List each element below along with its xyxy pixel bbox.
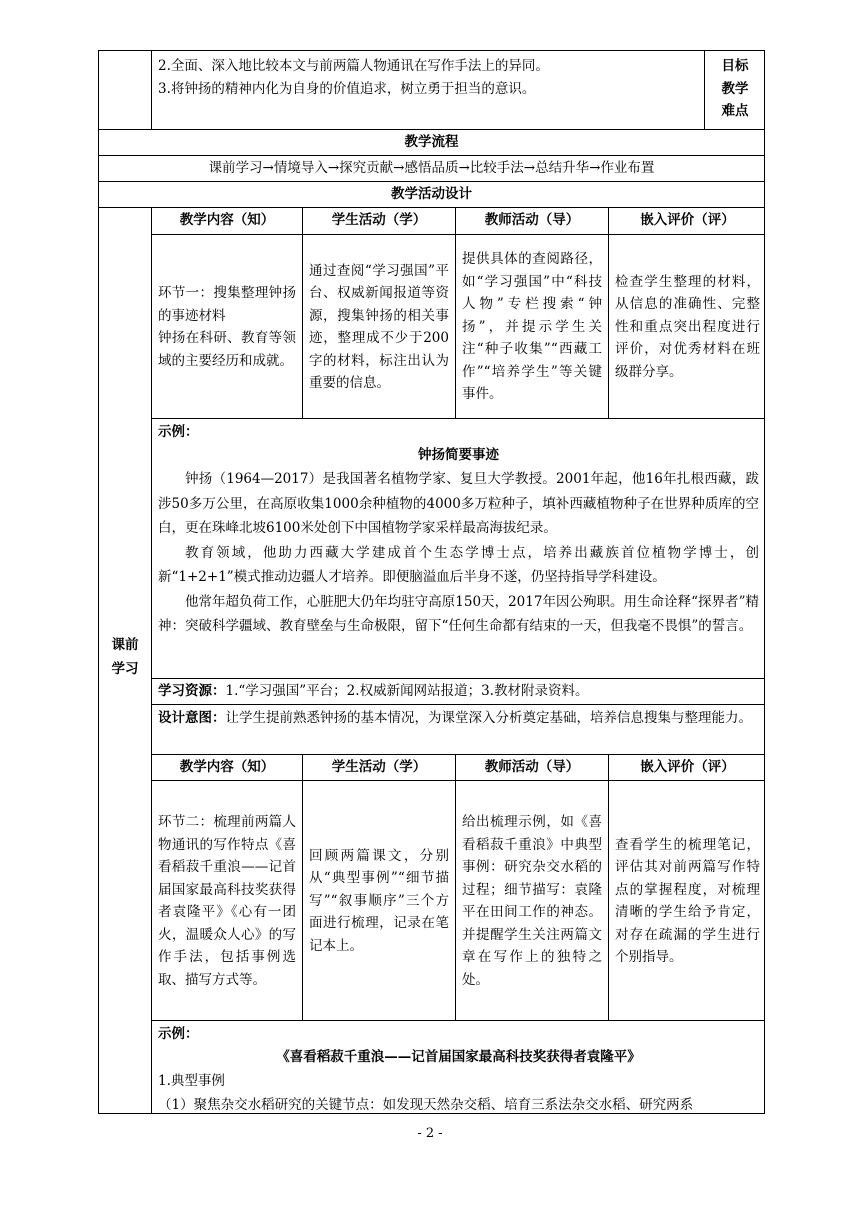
objectives-side-label bbox=[704, 51, 765, 129]
col-header-teacher: 教师活动（导） bbox=[455, 755, 608, 781]
segment1-content: 环节一：搜集整理钟扬的事迹材料 钟扬在科研、教育等领域的主要经历和成就。 bbox=[158, 285, 296, 369]
col-header-eval: 嵌入评价（评） bbox=[608, 755, 765, 781]
objective-line-2: 2.全面、深入地比较本文与前两篇人物通讯在写作手法上的异同。 bbox=[158, 58, 549, 74]
example2-subitem: （1）聚焦杂交水稻研究的关键节点：如发现天然杂交稻、培育三系法杂交水稻、研究两系 bbox=[158, 1097, 694, 1113]
resources-row bbox=[152, 678, 765, 704]
col-header-student: 学生活动（学） bbox=[302, 208, 455, 234]
segment2-content-cell bbox=[152, 781, 302, 1021]
objectives-row bbox=[99, 51, 764, 129]
example2-item: 1.典型事例 bbox=[158, 1073, 225, 1089]
example1-paragraph: 教育领域，他助力西藏大学建成首个生态学博士点，培养出藏族首位植物学博士，创新“1+2+1”模式推动边疆人才培养。即便脑溢血后半身不遂，仍坚持指导学科建设。 bbox=[158, 544, 759, 585]
col-header-content: 教学内容（知） bbox=[179, 212, 275, 228]
intent-label: 设计意图： bbox=[158, 710, 226, 726]
segment1-teacher: 提供具体的查阅路径，如“学习强国”中“科技人物”专栏搜索“钟扬”，并提示学生关注“种子收集”“西藏工作”“培养学生”等关键事件。 bbox=[462, 251, 602, 403]
segment2-teacher-cell bbox=[455, 781, 608, 1021]
segment1-row bbox=[152, 234, 765, 418]
col-header-student: 学生活动（学） bbox=[302, 755, 455, 781]
example2-label: 示例： bbox=[158, 1026, 199, 1042]
segment1-evaluation: 检查学生整理的材料，从信息的准确性、完整性和重点突出程度进行评价，对优秀材料在班级群分享。 bbox=[615, 273, 760, 380]
section-label-line: 课前 bbox=[111, 637, 139, 653]
col-header-eval: 嵌入评价（评） bbox=[608, 208, 765, 234]
objectives-cell bbox=[151, 51, 704, 129]
col-header-content: 教学内容（知） bbox=[179, 759, 275, 775]
intent-row bbox=[152, 704, 765, 754]
segment2-eval-cell bbox=[608, 781, 765, 1021]
resources-text: 1.“学习强国”平台；2.权威新闻网站报道；3.教材附录资料。 bbox=[225, 683, 589, 699]
column-header-row-2 bbox=[152, 754, 765, 780]
example1-paragraph: 钟扬（1964—2017）是我国著名植物学家、复旦大学教授。2001年起，他16年扎根西藏，跋涉50多万公里，在高原收集1000余种植物的4000多万粒种子，填补西藏植物种子在世界种质库的空白，更在珠峰北坡6100米处创下中国植物学家采样最高海拔纪录。 bbox=[158, 471, 759, 536]
intent-text: 让学生提前熟悉钟扬的基本情况，为课堂深入分析奠定基础，培养信息搜集与整理能力。 bbox=[225, 710, 752, 726]
design-heading: 教学活动设计 bbox=[99, 181, 764, 207]
segment1-eval-cell bbox=[608, 235, 765, 419]
side-label-line: 难点 bbox=[721, 103, 749, 119]
flow-heading: 教学流程 bbox=[99, 129, 764, 155]
resources-label: 学习资源： bbox=[158, 683, 226, 699]
segment1-teacher-cell bbox=[455, 235, 608, 419]
segment1-student: 通过查阅“学习强国”平台、权威新闻报道等资源，搜集钟扬的相关事迹，整理成不少于200字的材料，标注出认为重要的信息。 bbox=[309, 262, 449, 391]
example2-title: 《喜看稻菽千重浪——记首届国家最高科技奖获得者袁隆平》 bbox=[276, 1049, 641, 1065]
example1-paragraph: 他常年超负荷工作，心脏肥大仍年均驻守高原150天，2017年因公殉职。用生命诠释“探界者”精神：突破科学疆域、教育壁垒与生命极限，留下“任何生命都有结束的一天，但我毫不畏惧”的誓言。 bbox=[158, 593, 759, 634]
column-header-row bbox=[152, 208, 765, 234]
segment2-student-cell bbox=[302, 781, 455, 1021]
segment2-row bbox=[152, 780, 765, 1020]
example1-block bbox=[152, 418, 765, 678]
example2-block bbox=[152, 1020, 765, 1114]
segment2-student: 回顾两篇课文，分别从“典型事例”“细节描写”“叙事顺序”三个方面进行梳理，记录在笔记本上。 bbox=[309, 847, 449, 954]
objective-line-3: 3.将钟扬的精神内化为自身的价值追求，树立勇于担当的意识。 bbox=[158, 80, 536, 97]
side-label-line: 教学 bbox=[721, 80, 749, 97]
col-header-teacher: 教师活动（导） bbox=[455, 208, 608, 234]
section-content bbox=[151, 208, 765, 1114]
section-label-line: 学习 bbox=[111, 661, 139, 677]
example1-label: 示例： bbox=[158, 424, 199, 440]
segment1-student-cell bbox=[302, 235, 455, 419]
flow-steps: 课前学习→情境导入→探究贡献→感悟品质→比较手法→总结升华→作业布置 bbox=[99, 155, 764, 181]
segment2-evaluation: 查看学生的梳理笔记，评估其对前两篇写作特点的掌握程度，对梳理清晰的学生给予肯定，对存在疏漏的学生进行个别指导。 bbox=[615, 836, 760, 965]
side-label-line: 目标 bbox=[721, 58, 749, 74]
segment2-content: 环节二：梳理前两篇人物通讯的写作特点《喜看稻菽千重浪——记首届国家最高科技奖获得者袁隆平》《心有一团火，温暖众人心》的写作手法，包括事例选取、描写方式等。 bbox=[158, 814, 296, 988]
example1-title: 钟扬简要事迹 bbox=[418, 447, 499, 463]
pre-class-section bbox=[99, 207, 764, 1114]
section-label bbox=[99, 208, 151, 1114]
lesson-plan-table bbox=[98, 50, 765, 1114]
segment1-content-cell bbox=[152, 235, 302, 419]
segment2-teacher: 给出梳理示例，如《喜看稻菽千重浪》中典型事例：研究杂交水稻的过程；细节描写：袁隆平在田间工作的神态。并提醒学生关注两篇文章在写作上的独特之处。 bbox=[462, 814, 602, 988]
page-number: - 2 - bbox=[417, 1126, 443, 1141]
